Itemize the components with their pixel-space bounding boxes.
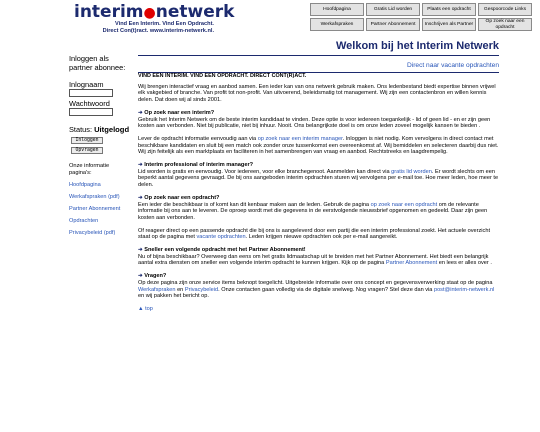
logo-tagline-2: Direct Con(t)ract. www.interim-netwerk.nl.	[102, 28, 214, 34]
nav-hoofdpagina[interactable]: Hoofdpagina	[310, 3, 364, 16]
nav-partner-abonnement[interactable]: Partner Abonnement	[366, 18, 420, 31]
arrow-icon: ➜	[138, 109, 143, 116]
arrow-icon: ➜	[138, 273, 143, 280]
section-heading-interim: ➜ Op zoek naar een interim?	[138, 109, 215, 116]
site-logo[interactable]	[74, 4, 234, 35]
title-divider	[138, 55, 499, 56]
interim-text-2: Lever de opdracht informatie eenvoudig aan via op zoek naar een interim manager. Inloggen is niet nodig. Kom vervolgens in direct contact met beschikbare kandidaten en sluit bij een match ook zonder onze tussenkomst een overeenkomst af. Wij bemiddelen en selecteren daarbij dus niet. Wij zijn feitelijk als een marktplaats en faciliteren in het samenbrengen van vraag en aanbod. Rechtstreeks en laagdrempelig.	[138, 135, 499, 156]
interim-manager-link[interactable]: op zoek naar een interim manager	[257, 135, 343, 142]
opdracht-link[interactable]: op zoek naar een opdracht	[370, 201, 438, 208]
privacybeleid-link[interactable]: Privacybeleid	[184, 286, 219, 293]
nav-op-zoek-naar-opdracht[interactable]: Op zoek naar een opdracht	[478, 18, 532, 31]
arrow-icon: ➜	[138, 247, 143, 254]
sidebar-link-hoofdpagina[interactable]: Hoofdpagina	[69, 182, 101, 188]
nav-gratis-lid-worden[interactable]: Gratis Lid worden	[366, 3, 420, 16]
username-label: Inlognaam	[69, 80, 104, 89]
top-navigation	[310, 3, 532, 31]
slogan: VIND EEN INTERIM. VIND EEN OPDRACHT. DIRECT CONT(R)ACT.	[138, 73, 307, 79]
section-heading-vragen: ➜ Vragen?	[138, 273, 167, 280]
section-heading-professional: ➜ Interim professional of interim manager?	[138, 162, 254, 169]
logo-tagline-1: Vind Een Interim. Vind Een Opdracht.	[115, 21, 214, 27]
arrow-icon: ➜	[138, 194, 143, 201]
password-label: Wachtwoord	[69, 99, 110, 108]
email-link[interactable]: post@interim-netwerk.nl	[433, 286, 495, 293]
section-heading-opdracht: ➜ Op zoek naar een opdracht?	[138, 194, 220, 201]
partner-abonnement-link[interactable]: Partner Abonnement	[385, 260, 438, 267]
sidebar-link-opdrachten[interactable]: Opdrachten	[69, 218, 99, 224]
nav-plaats-een-opdracht[interactable]: Plaats een opdracht	[422, 3, 476, 16]
nav-links[interactable]: Gespoorcode Links	[478, 3, 532, 16]
password-input[interactable]	[69, 108, 113, 116]
info-links	[69, 182, 133, 236]
partner-text: Nu of bijna beschikbaar? Overweeg dan eens om het gratis lidmaatschap uit te breiden met het Partner Abonnement. Het biedt een belangrijk aantal extra diensten om sneller een volgende interim opdracht te kunnen krijgen. Kijk op de pagina Partner Abonnement en lees er alles over .	[138, 253, 492, 267]
professional-text: Lid worden is gratis en eenvoudig. Voor iedereen, voor elke branchegenoot. Aanmelden kan direct via gratis lid worden. Er wordt slechts om een beperkt aantal gegevens gevraagd. De bij ons aangeboden interim opdrachten sturen wij vervolgens per e-mail toe. Hoe meer leden, hoe meer te delen.	[138, 168, 499, 189]
sidebar-link-partner-abonnement[interactable]: Partner Abonnement	[69, 206, 121, 212]
nav-werkafspraken[interactable]: Werkafspraken	[310, 18, 364, 31]
nav-inschrijven-als-partner[interactable]: Inschrijven als Partner	[422, 18, 476, 31]
section-heading-partner: ➜ Sneller een volgende opdracht met het Partner Abonnement!	[138, 247, 306, 254]
vacante-opdrachten-inline-link[interactable]: vacante opdrachten	[196, 234, 246, 241]
logo-wordmark: interim●netwerk	[74, 2, 235, 22]
gratis-lid-link[interactable]: gratis lid worden	[391, 168, 432, 175]
sidebar-link-werkafspraken[interactable]: Werkafspraken (pdf)	[69, 194, 120, 200]
forgot-password-button[interactable]: Opvragen	[71, 147, 103, 154]
page-title: Welkom bij het Interim Netwerk	[335, 40, 499, 52]
arrow-up-icon: ▲	[138, 305, 144, 312]
info-pages-title: Onze informatie pagina's:	[69, 163, 110, 176]
login-status: Status: Uitgelogd	[69, 125, 130, 134]
sidebar	[69, 55, 133, 236]
username-input[interactable]	[69, 89, 113, 97]
login-title: Inloggen als partner abonnee:	[69, 54, 126, 72]
arrow-icon: ➜	[138, 162, 143, 169]
opdracht-text: Een ieder die beschikbaar is of komt kan dit kenbaar maken aan de leden. Gebruik de pagina op zoek naar een opdracht om de relevante informatie bij ons aan te leveren. De oproep wordt met die gegevens in de eerstvolgende nieuwsbrief opgenomen en gedeeld. Daar zijn geen kosten aan verbonden.	[138, 201, 488, 221]
main-content	[138, 73, 500, 313]
werkafspraken-link[interactable]: Werkafspraken	[138, 286, 176, 293]
intro-text: Wij brengen interactief vraag en aanbod samen. Een ieder kan van ons netwerk gebruik maken. Ons ledenbestand biedt expertise binnen vrijwel elk vakgebied of branche. Van profit tot non-profit. Van uitvoerend, beleidsmatig tot management. Wij zijn een contactenbron en willen kennis delen. Dat doen wij al sinds 2001.	[138, 83, 496, 104]
vragen-text: Op deze pagina zijn onze service items beknopt toegelicht. Uitgebreide informatie over ons concept en gegevensverwerking staat op de pagina Werkafspraken en Privacybeleid. Onze contacten gaan volledig via de digitale snelweg. Nog vragen? Stel deze dan via post@interim-netwerk.nl en wij pakken het bericht op.	[138, 279, 495, 300]
login-button[interactable]: Inloggen	[71, 137, 103, 144]
sidebar-link-privacybeleid[interactable]: Privacybeleid (pdf)	[69, 230, 116, 236]
status-value: Uitgelogd	[94, 125, 130, 134]
vacante-opdrachten-link[interactable]: Direct naar vacante opdrachten	[406, 62, 499, 69]
interim-text: Gebruik het Interim Netwerk om de beste interim kandidaat te vinden. Deze optie is voor iedereen toegankelijk - lid of geen lid - en er zijn geen kosten aan verbonden. Niet bij publicatie, niet bij inhuur. Nooit. Ons belangrijkste doel is om onze leden zoveel mogelijk kansen te bieden .	[138, 116, 491, 130]
opdracht-text-2: Of reageer direct op een passende opdracht die bij ons is aangeleverd door een partij die een interim professional zoekt. Het actuele overzicht staat op de pagina met vacante opdrachten. Leden krijgen nieuwe opdrachten ook per e-mail aangereikt.	[138, 227, 490, 241]
back-to-top-link[interactable]: ▲ top	[138, 305, 153, 312]
